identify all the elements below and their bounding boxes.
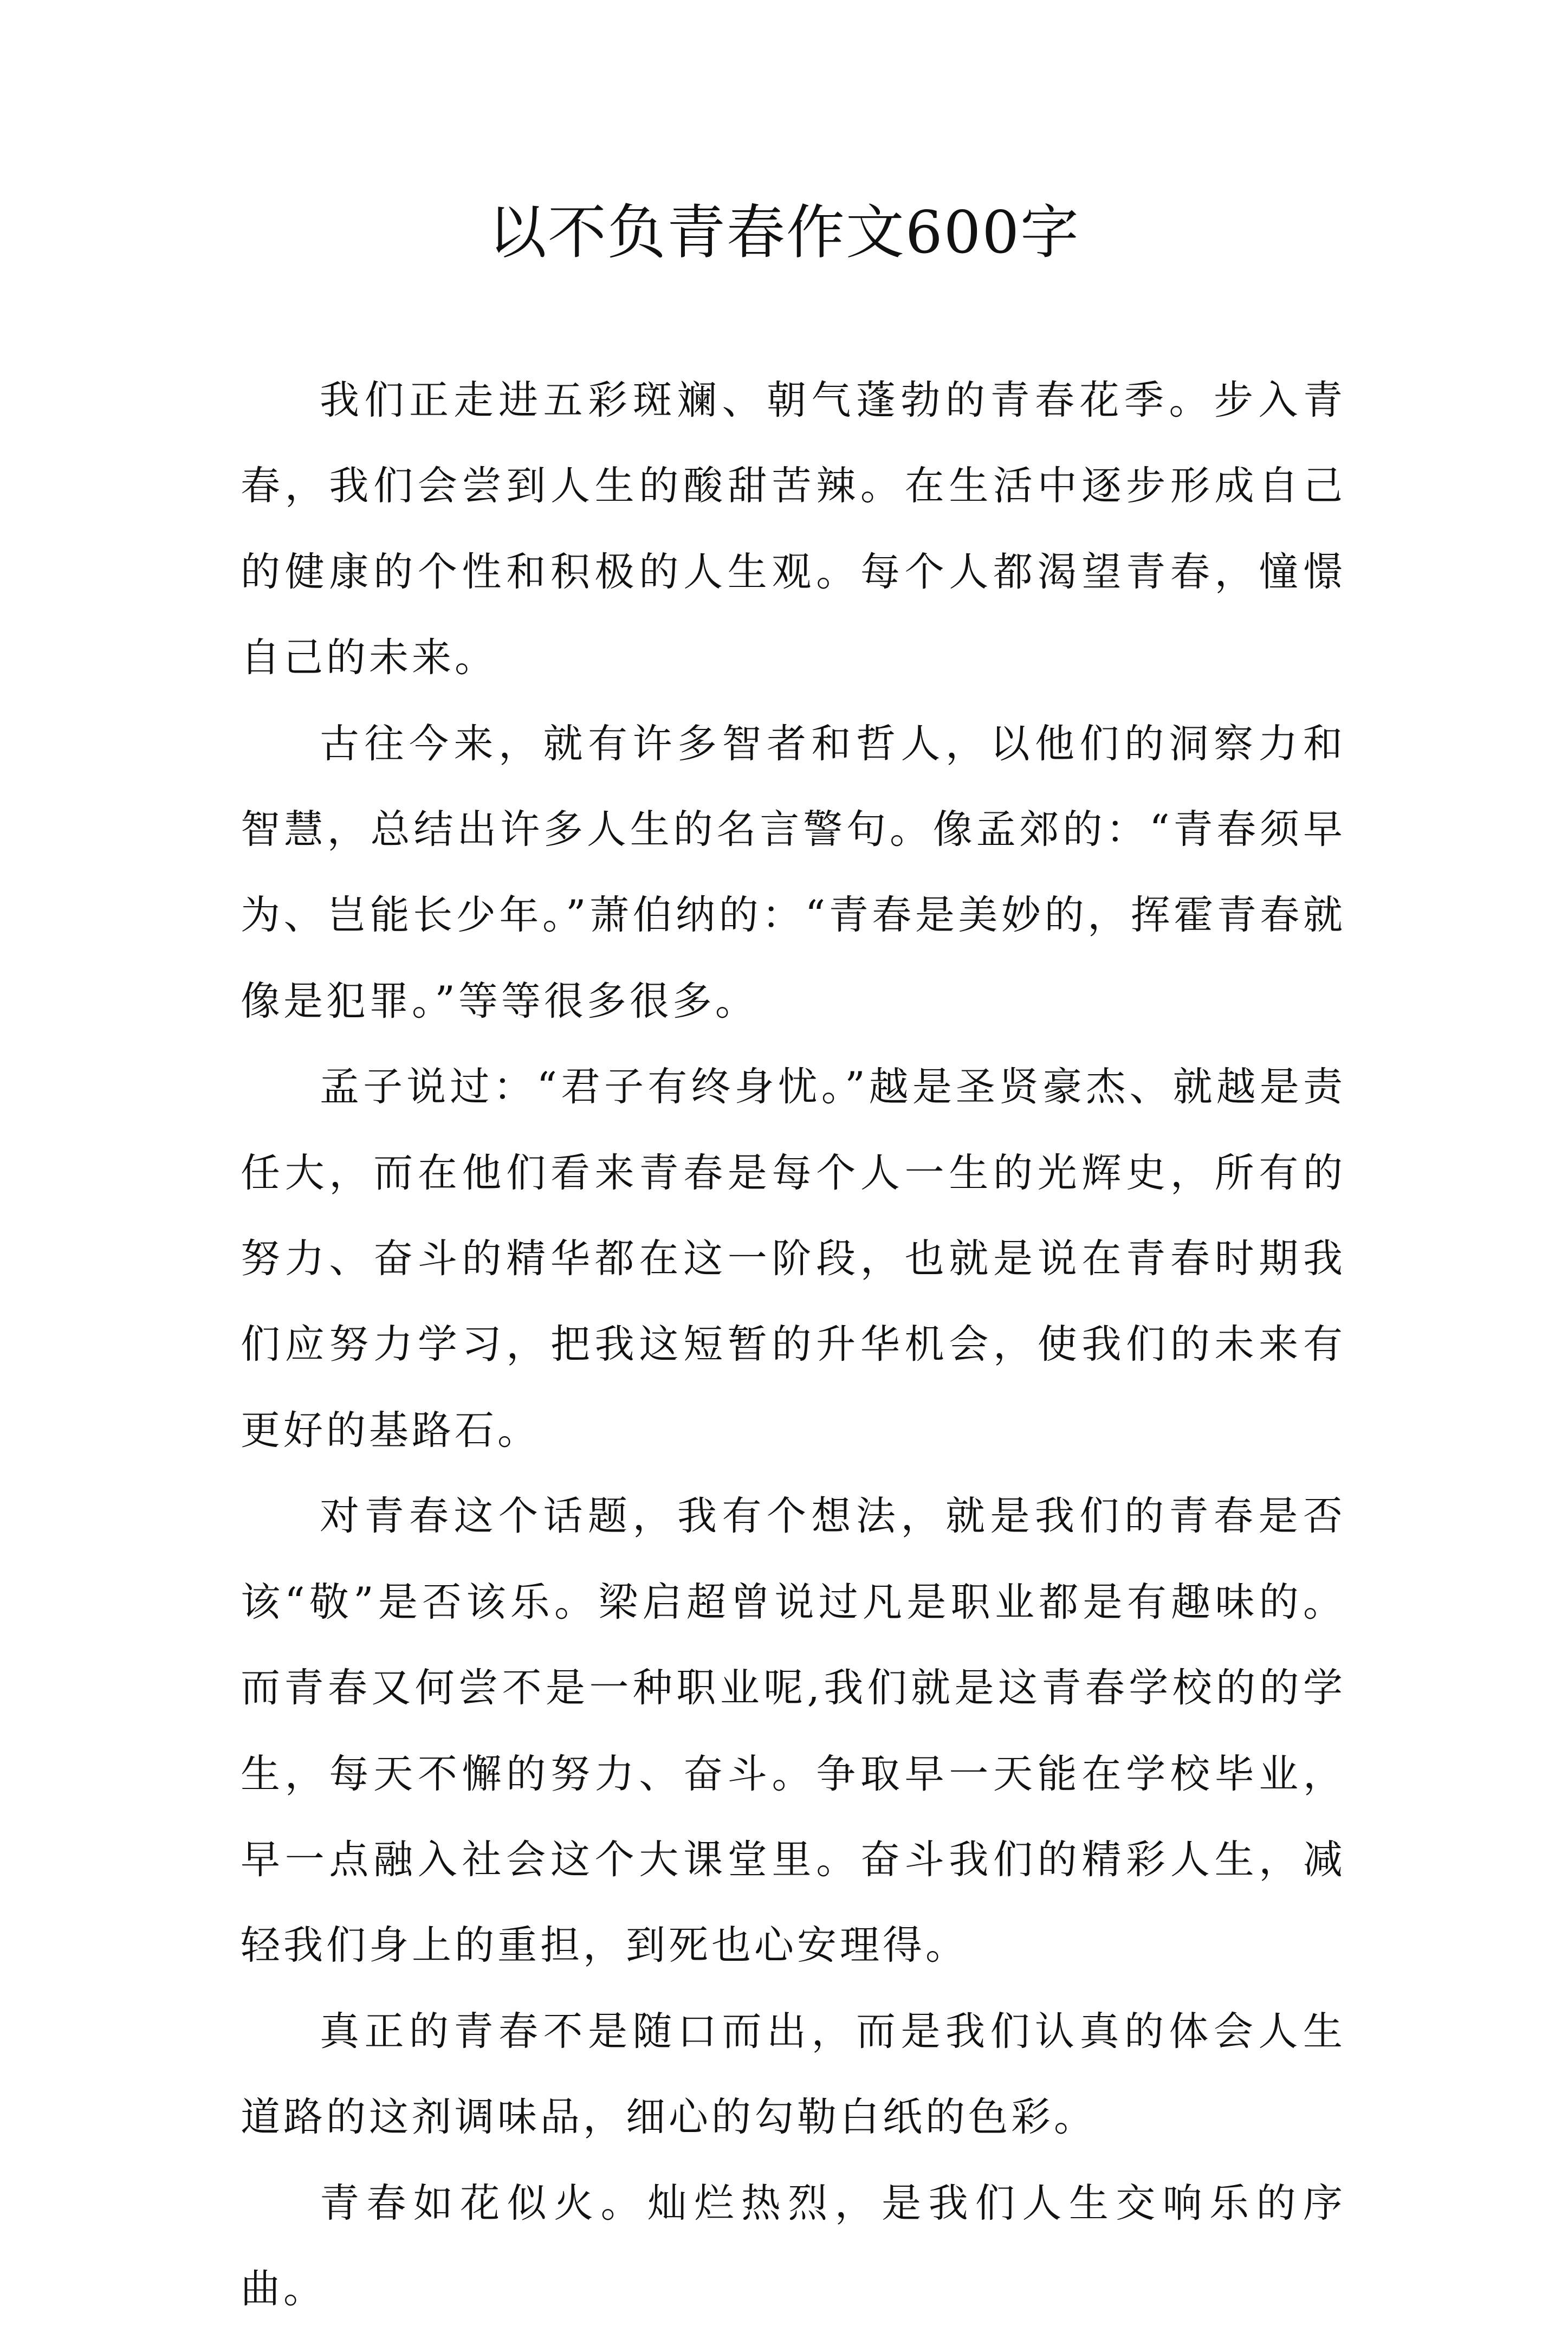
paragraph: 青春如花似火。灿烂热烈，是我们人生交响乐的序曲。 xyxy=(241,2180,1346,2312)
paragraph: 对青春这个话题，我有个想法，就是我们的青春是否该“敬”是否该乐。梁启超曾说过凡是职业都是有趣味的。而青春又何尝不是一种职业呢,我们就是这青春学校的的学生，每天不懈的努力、奋斗。争取早一天能在学校毕业，早一点融入社会这个大课堂里。奋斗我们的精彩人生，减轻我们身上的重担，到死也心安理得。 xyxy=(241,1493,1346,1969)
document-body xyxy=(241,358,1346,2332)
paragraph: 孟子说过：“君子有终身忧。”越是圣贤豪杰、就越是责任大，而在他们看来青春是每个人一生的光辉史，所有的努力、奋斗的精华都在这一阶段，也就是说在青春时期我们应努力学习，把我这短暂的升华机会，使我们的未来有更好的基路石。 xyxy=(241,1064,1346,1454)
document-title: 以不负青春作文600字 xyxy=(488,199,1080,267)
paragraph: 真正的青春不是随口而出，而是我们认真的体会人生道路的这剂调味品，细心的勾勒白纸的色彩。 xyxy=(241,2008,1346,2141)
paragraph: 古往今来，就有许多智者和哲人，以他们的洞察力和智慧，总结出许多人生的名言警句。像孟郊的：“青春须早为、岂能长少年。”萧伯纳的：“青春是美妙的，挥霍青春就像是犯罪。”等等很多很多。 xyxy=(241,720,1346,1024)
paragraph: 我们正走进五彩斑斓、朝气蓬勃的青春花季。步入青春，我们会尝到人生的酸甜苦辣。在生活中逐步形成自己的健康的个性和积极的人生观。每个人都渴望青春，憧憬自己的未来。 xyxy=(241,377,1346,681)
